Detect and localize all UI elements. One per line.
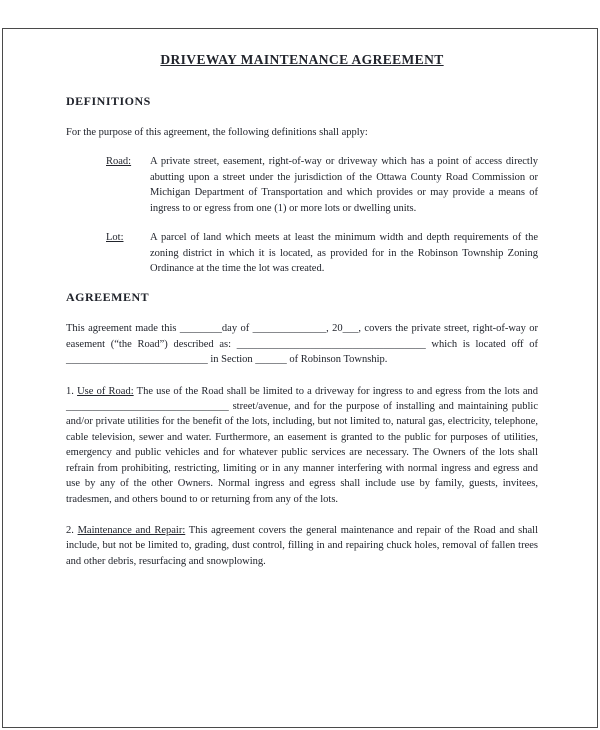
- document-title-text: DRIVEWAY MAINTENANCE AGREEMENT: [160, 52, 444, 67]
- agreement-intro: This agreement made this ________day of ______________, 20___, covers the private street, right-of-way or easement (“the Road”) described as: ____________________________________ which is located off of ___________________________ in Section ______ of Robinson Township.: [66, 323, 538, 366]
- clause-use-of-road: [66, 384, 538, 507]
- clause-2-text: This agreement covers the general maintenance and repair of the Road and shall include, but not be limited to, grading, dust control, filling in and repairing chuck holes, removal of fallen trees and other debris, resurfacing and snowplowing.: [66, 525, 539, 567]
- clause-1-label: Use of Road:: [77, 385, 134, 397]
- section-heading-definitions: DEFINITIONS: [66, 94, 151, 108]
- clause-2-label: Maintenance and Repair:: [77, 525, 186, 537]
- definition-road-term: Road:: [106, 156, 132, 168]
- document-title: [66, 52, 538, 68]
- definitions-intro: For the purpose of this agreement, the following definitions shall apply:: [66, 127, 368, 138]
- clause-2-number: 2.: [66, 525, 74, 537]
- clause-maintenance-and-repair: [66, 523, 538, 569]
- clause-1-number: 1.: [66, 385, 74, 397]
- definition-lot-term: Lot:: [106, 232, 124, 244]
- document-content: [66, 52, 538, 583]
- definition-road-text: A private street, easement, right-of-way or driveway which has a point of access directly abutting upon a street under the jurisdiction of the Ottawa County Road Commission or Michigan Department of Transportation and which provides or may provide a means of ingress to or egress from one (1) or more lots or dwelling units.: [150, 156, 538, 214]
- definition-lot: [66, 230, 538, 276]
- definition-lot-text: A parcel of land which meets at least the minimum width and depth requirements of the zoning district in which it is located, as provided for in the Robinson Township Zoning Ordinance at the time the lot was created.: [150, 232, 538, 274]
- section-heading-agreement: AGREEMENT: [66, 290, 150, 305]
- clause-1-text: The use of the Road shall be limited to a driveway for ingress to and egress from the lots and _______________________________ street/avenue, and for the purpose of installing and maintaining public and/or private utilities for the benefit of the lots, including, but not limited to, natural gas, electricity, telephone, cable television, sewer and water. Furthermore, an easement is granted to the public for purposes of utilities, emergency and public vehicles and for whatever public services are necessary. The Owners of the lots shall refrain from prohibiting, restricting, limiting or in any manner interfering with normal ingress and egress and use by any of the other Owners. Normal ingress and egress shall include use by family, guests, invitees, tradesmen, and others bound to or returning from any of the lots.: [66, 385, 538, 505]
- definition-road: [66, 154, 538, 216]
